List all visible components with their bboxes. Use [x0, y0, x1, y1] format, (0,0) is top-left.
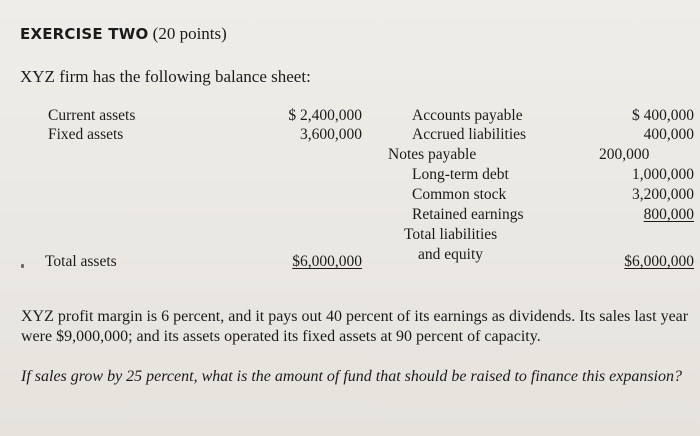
accrued-liabilities-label: Accrued liabilities: [412, 126, 527, 143]
common-stock-value: 3,200,000: [632, 186, 694, 203]
common-stock-label: Common stock: [412, 186, 507, 203]
retained-earnings-label: Retained earnings: [412, 206, 524, 223]
accrued-liabilities-value: 400,000: [643, 126, 694, 143]
notes-payable-value: 200,000: [599, 146, 650, 163]
total-liabilities-equity-value: $6,000,000: [624, 253, 694, 270]
bullet-mark: [21, 264, 24, 268]
total-liabilities-label: Total liabilities: [404, 226, 498, 243]
total-assets-value: $6,000,000: [292, 253, 362, 270]
current-assets-label: Current assets: [48, 107, 136, 124]
fixed-assets-label: Fixed assets: [48, 126, 124, 143]
exercise-heading: EXERCISE TWO: [20, 25, 149, 43]
exercise-title: [20, 24, 227, 44]
notes-payable-label: Notes payable: [388, 146, 477, 163]
accounts-payable-value: $ 400,000: [632, 107, 694, 124]
accounts-payable-label: Accounts payable: [412, 107, 523, 124]
problem-statement: XYZ profit margin is 6 percent, and it pays out 40 percent of its earnings as dividends. Its sales last year were $9,000,000; and its assets operated its fixed assets at 90 percent of capacity.: [21, 308, 689, 345]
long-term-debt-label: Long-term debt: [412, 166, 509, 183]
long-term-debt-value: 1,000,000: [632, 166, 694, 183]
current-assets-value: $ 2,400,000: [288, 107, 362, 124]
intro-text: XYZ firm has the following balance sheet:: [20, 67, 311, 86]
retained-earnings-value: 800,000: [643, 206, 694, 223]
exercise-points: (20 points): [152, 24, 227, 43]
total-assets-label: Total assets: [45, 253, 117, 270]
question-text: If sales grow by 25 percent, what is the amount of fund that should be raised to finance this expansion?: [21, 368, 682, 385]
and-equity-label: and equity: [418, 246, 483, 263]
fixed-assets-value: 3,600,000: [300, 126, 362, 143]
